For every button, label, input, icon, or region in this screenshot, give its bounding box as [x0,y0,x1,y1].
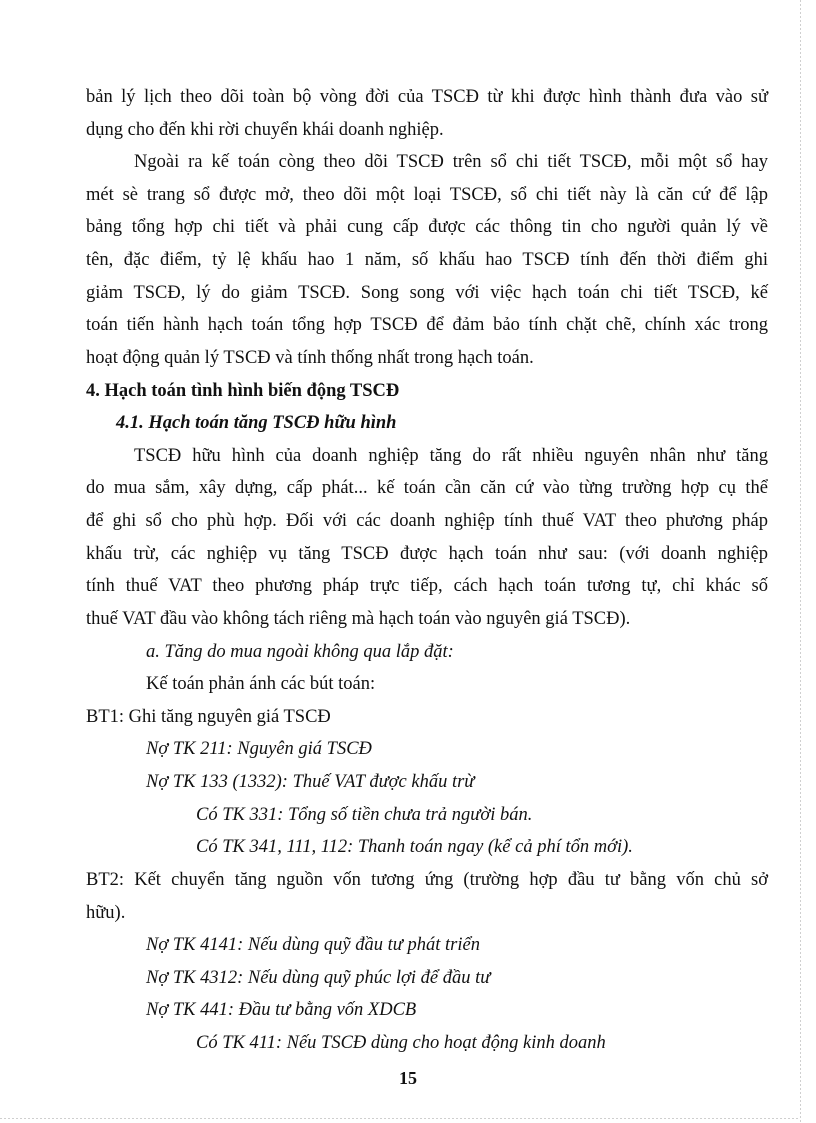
case-label: a. Tăng do mua ngoài không qua lắp đặt: [146,642,454,662]
paragraph-line: thuế VAT đầu vào không tách riêng mà hạch toán vào nguyên giá TSCĐ). [86,609,631,629]
paragraph-line: Kế toán phản ánh các bút toán: [146,674,376,694]
credit-entry: Có TK 341, 111, 112: Thanh toán ngay (kể cả phí tổn mới). [196,837,633,857]
paragraph-line: tính thuế VAT theo phương pháp trực tiếp, cách hạch toán tương tự, chỉ khác số [86,576,768,596]
paragraph-line: bảng tổng hợp chi tiết và phải cung cấp được các thông tin cho người quản lý về [86,217,768,237]
section-heading: 4. Hạch toán tình hình biến động TSCĐ [86,381,400,401]
debit-entry: Nợ TK 133 (1332): Thuế VAT được khấu trừ [146,772,475,792]
entry-label: BT1: Ghi tăng nguyên giá TSCĐ [86,707,331,727]
paragraph-line: TSCĐ hữu hình của doanh nghiệp tăng do rất nhiều nguyên nhân như tăng [134,446,768,466]
entry-label: BT2: Kết chuyển tăng nguồn vốn tương ứng (trường hợp đầu tư bằng vốn chủ sở [86,870,768,890]
debit-entry: Nợ TK 441: Đầu tư bằng vốn XDCB [146,1000,417,1020]
paragraph-line: dụng cho đến khi rời chuyển khái doanh nghiệp. [86,120,444,140]
paragraph-line: toán tiến hành hạch toán tổng hợp TSCĐ để đảm bảo tính chặt chẽ, chính xác trong [86,315,768,335]
paragraph-line: Ngoài ra kế toán còng theo dõi TSCĐ trên sổ chi tiết TSCĐ, mỗi một sổ hay [134,152,768,172]
subsection-heading: 4.1. Hạch toán tăng TSCĐ hữu hình [116,413,397,433]
paragraph-line: do mua sắm, xây dựng, cấp phát... kế toán cần căn cứ vào từng trường hợp cụ thể [86,478,768,498]
paragraph-line: khấu trừ, các nghiệp vụ tăng TSCĐ được hạch toán như sau: (với doanh nghiệp [86,544,768,564]
page-number: 15 [399,1068,417,1088]
paragraph-line: mét sè trang sổ được mở, theo dõi một loại TSCĐ, sổ chi tiết này là căn cứ để lập [86,185,768,205]
credit-entry: Có TK 411: Nếu TSCĐ dùng cho hoạt động kinh doanh [196,1033,606,1053]
debit-entry: Nợ TK 4141: Nếu dùng quỹ đầu tư phát triển [146,935,480,955]
paragraph-line: để ghi sổ cho phù hợp. Đối với các doanh nghiệp tính thuế VAT theo phương pháp [86,511,768,531]
paragraph-line: hoạt động quản lý TSCĐ và tính thống nhất trong hạch toán. [86,348,534,368]
page-border-right [800,0,801,1123]
paragraph-line: bản lý lịch theo dõi toàn bộ vòng đời của TSCĐ từ khi được hình thành đưa vào sử [86,87,768,107]
debit-entry: Nợ TK 211: Nguyên giá TSCĐ [146,739,372,759]
credit-entry: Có TK 331: Tổng số tiền chưa trả người bán. [196,805,533,825]
paragraph-line: tên, đặc điểm, tỷ lệ khấu hao 1 năm, số khấu hao TSCĐ tính đến thời điểm ghi [86,250,768,270]
paragraph-line: hữu). [86,903,126,923]
page-border-bottom [0,1118,800,1119]
paragraph-line: giảm TSCĐ, lý do giảm TSCĐ. Song song với việc hạch toán chi tiết TSCĐ, kế [86,283,768,303]
debit-entry: Nợ TK 4312: Nếu dùng quỹ phúc lợi để đầu tư [146,968,491,988]
